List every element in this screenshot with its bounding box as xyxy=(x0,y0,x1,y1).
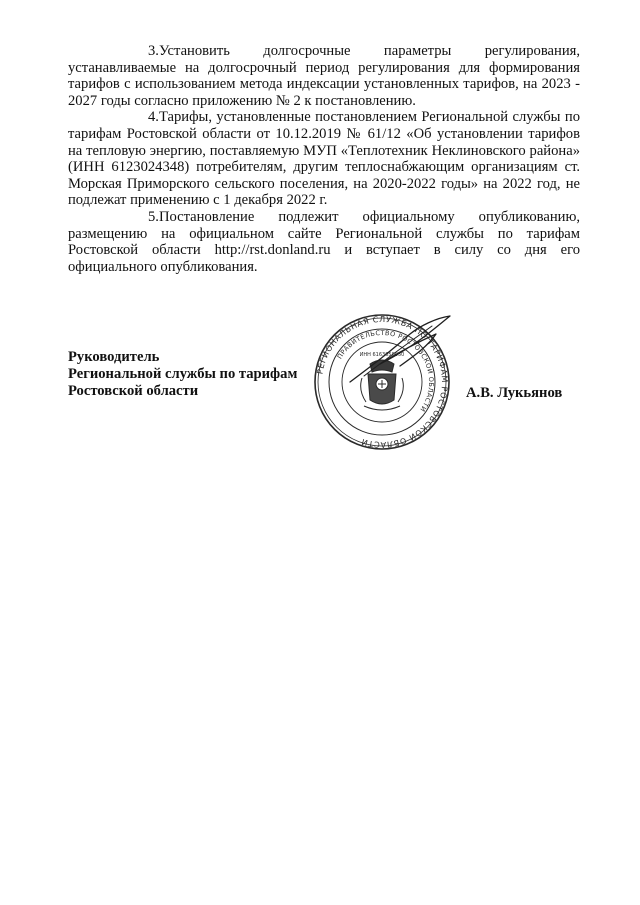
paragraph-number: 4. xyxy=(148,109,159,126)
paragraph-4 xyxy=(68,109,580,209)
signatory-region: Ростовской области xyxy=(68,383,199,399)
paragraph-number: 3. xyxy=(148,43,159,59)
handwritten-signature xyxy=(340,312,460,392)
paragraph-text: Тарифы, установленные постановлением Региональной службы по тарифам Ростовской области от 10.12.2019 № 61/12 «Об установлении тарифов на тепловую энергию, поставляемую МУП «Теплотехник Неклиновского района» (ИНН 6123024348) потребителям, другим теплоснабжающим организациям ст. Морская Приморского сельского поселения, на 2020-2022 годы» на 2022 год, не подлежат применению с 1 декабря 2022 г. xyxy=(68,109,580,209)
signatory-position: Руководитель xyxy=(68,349,160,365)
signer-name: А.В. Лукьянов xyxy=(466,385,563,401)
seal-outer-text-path: ПРАВИТЕЛЬСТВО РОСТОВСКОЙ ОБЛАСТИ xyxy=(335,328,436,414)
paragraph-number: 5. xyxy=(148,208,159,225)
paragraph-5 xyxy=(68,209,580,275)
signatory-organization: Региональной службы по тарифам xyxy=(68,366,298,382)
seal-ring-text-path: РЕГИОНАЛЬНАЯ СЛУЖБА ПО ТАРИФАМ РОСТОВСКОЙ ОБЛАСТИ xyxy=(315,314,450,450)
seal-inn-text: ИНН 6163058050 xyxy=(359,352,405,358)
paragraph-3 xyxy=(68,43,580,109)
paragraph-text: Установить долгосрочные параметры регулирования, устанавливаемые на долгосрочный период регулирования для формирования тарифов с использованием метода индексации установленных тарифов, на 2023 - 2027 годы согласно приложению № 2 к постановлению. xyxy=(68,43,580,109)
paragraph-text: Постановление подлежит официальному опубликованию, размещению на официальном сайте Региональной службы по тарифам Ростовской области http://rst.donland.ru и вступает в силу со дня его официального опубликования. xyxy=(68,208,580,275)
document-body xyxy=(68,43,580,275)
